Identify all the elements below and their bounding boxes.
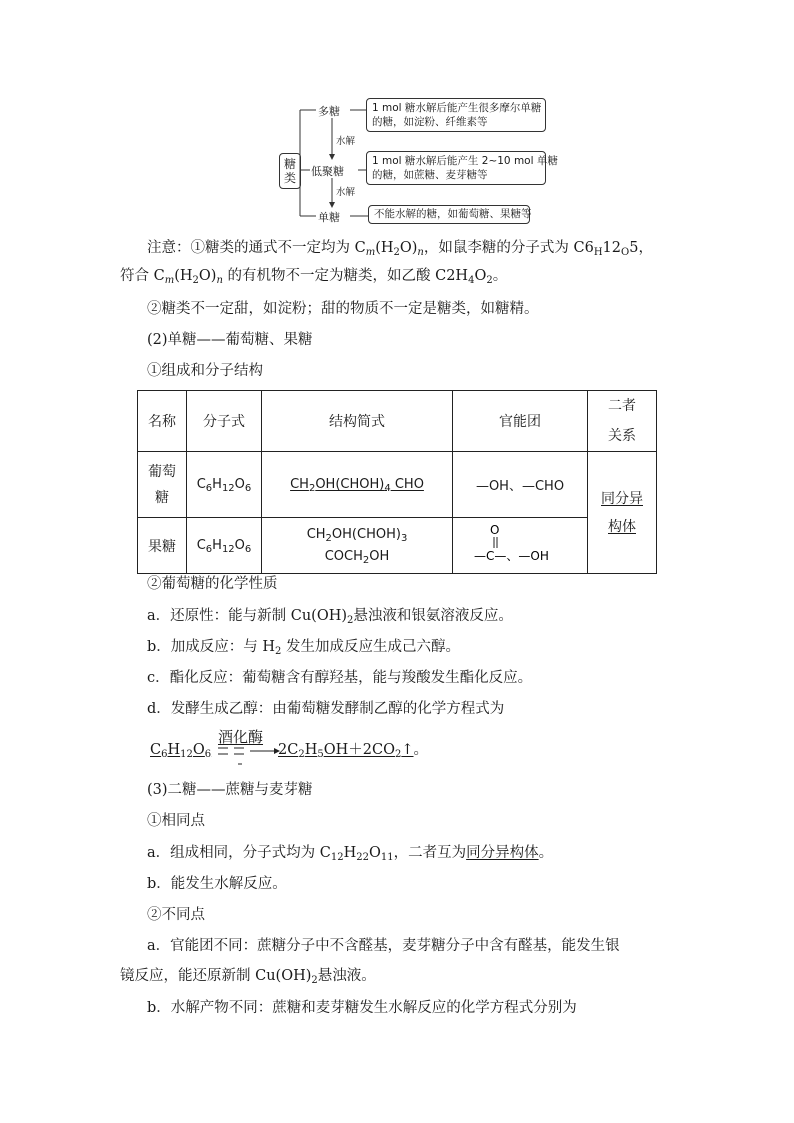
table-header-row — [138, 391, 657, 452]
composition-subheading: ①组成和分子结构 — [147, 363, 263, 379]
branch-polysaccharide-label: 多糖 — [318, 105, 340, 118]
fructose-groups — [453, 518, 588, 574]
poly-desc-line2: 的糖，如淀粉、纤维素等 — [372, 116, 488, 128]
root-sugar-box — [279, 153, 301, 189]
fructose-structure: $CH_2OH(CHOH)_3$ $COCH_2OH$ — [262, 518, 453, 574]
branch-oligosaccharide-label: 低聚糖 — [311, 165, 344, 178]
header-groups: 官能团 — [453, 391, 588, 452]
similarity-a: a．组成相同，分子式均为 $C_{12}H_{22}O_{11}$，二者互为同分异构体。 — [147, 845, 554, 863]
oligo-desc-line1: 1 mol 糖水解后能产生 2~10 mol 单糖 — [372, 155, 558, 167]
fructose-name: 果糖 — [138, 518, 187, 574]
branch-monosaccharide-label: 单糖 — [318, 211, 340, 224]
table-row-fructose — [138, 518, 657, 574]
header-structure: 结构简式 — [262, 391, 453, 452]
disaccharide-heading: (3)二糖——蔗糖与麦芽糖 — [147, 782, 313, 798]
similarities-subheading: ①相同点 — [147, 813, 205, 829]
eq-products: $2C_2H_5OH+2CO_2↑$。 — [278, 742, 429, 760]
glucose-properties-subheading: ②葡萄糖的化学性质 — [147, 576, 278, 592]
carbonyl-structure-icon — [460, 522, 580, 570]
similarity-b: b．能发生水解反应。 — [147, 876, 287, 892]
monosaccharide-table — [137, 390, 657, 574]
relation-cell: 同分异 构体 — [588, 452, 657, 574]
fructose-formula: $C_6H_{12}O_6$ — [187, 518, 262, 574]
property-b: b．加成反应：与 $H_2$ 发生加成反应生成己六醇。 — [147, 639, 461, 657]
property-d: d．发酵生成乙醇：由葡萄糖发酵制乙醇的化学方程式为 — [147, 701, 505, 717]
eq-enzyme: 酒化酶 — [218, 728, 264, 746]
hydrolysis-label-2: 水解 — [336, 187, 356, 198]
mono-desc-line1: 不能水解的糖，如葡萄糖、果糖等 — [374, 208, 532, 220]
polysaccharide-desc-box — [366, 98, 546, 132]
difference-a-line1: a．官能团不同：蔗糖分子中不含醛基，麦芽糖分子中含有醛基，能发生银 — [147, 938, 620, 954]
hydrolysis-label-1: 水解 — [336, 136, 356, 147]
difference-b: b．水解产物不同：蔗糖和麦芽糖发生水解反应的化学方程式分别为 — [147, 1000, 577, 1016]
eq-arrow-icon — [214, 742, 282, 768]
glucose-formula: $C_6H_{12}O_6$ — [187, 452, 262, 518]
header-relation: 二者 关系 — [588, 391, 657, 452]
header-formula: 分子式 — [187, 391, 262, 452]
property-c: c．酯化反应：葡萄糖含有醇羟基，能与羧酸发生酯化反应。 — [147, 670, 533, 686]
note-line-1: 注意：①糖类的通式不一定均为 $C_m(H_2O)_n$，如鼠李糖的分子式为 $C6_H12_O5$， — [147, 240, 653, 258]
poly-desc-line1: 1 mol 糖水解后能产生很多摩尔单糖 — [372, 102, 542, 114]
svg-text:O: O — [490, 522, 500, 537]
difference-a-line2: 镜反应，能还原新制 $Cu(OH)_2$悬浊液。 — [120, 968, 376, 986]
note-line-2: 符合 $C_m(H_2O)_n$ 的有机物不一定为糖类，如乙酸 $C2H_4O_2$。 — [120, 268, 508, 286]
glucose-name: 葡萄 糖 — [138, 452, 187, 518]
note-line-3: ②糖类不一定甜，如淀粉；甜的物质不一定是糖类，如糖精。 — [147, 301, 539, 317]
glucose-groups: —OH、—CHO — [453, 452, 588, 518]
header-name: 名称 — [138, 391, 187, 452]
glucose-structure: $CH_2OH(CHOH)_4$ CHO — [262, 452, 453, 518]
differences-subheading: ②不同点 — [147, 907, 205, 923]
property-a: a．还原性：能与新制 $Cu(OH)_2$悬浊液和银氨溶液反应。 — [147, 608, 513, 626]
monosaccharide-desc-box — [368, 205, 530, 224]
oligo-desc-line2: 的糖，如蔗糖、麦芽糖等 — [372, 169, 488, 181]
svg-text:—C—、—OH: —C—、—OH — [474, 548, 549, 563]
eq-reactant: $C_6H_{12}O_6$ — [150, 742, 212, 760]
oligosaccharide-desc-box — [366, 151, 558, 185]
table-row-glucose — [138, 452, 657, 518]
monosaccharide-heading: (2)单糖——葡萄糖、果糖 — [147, 332, 313, 348]
root-label: 糖类 — [283, 157, 296, 185]
